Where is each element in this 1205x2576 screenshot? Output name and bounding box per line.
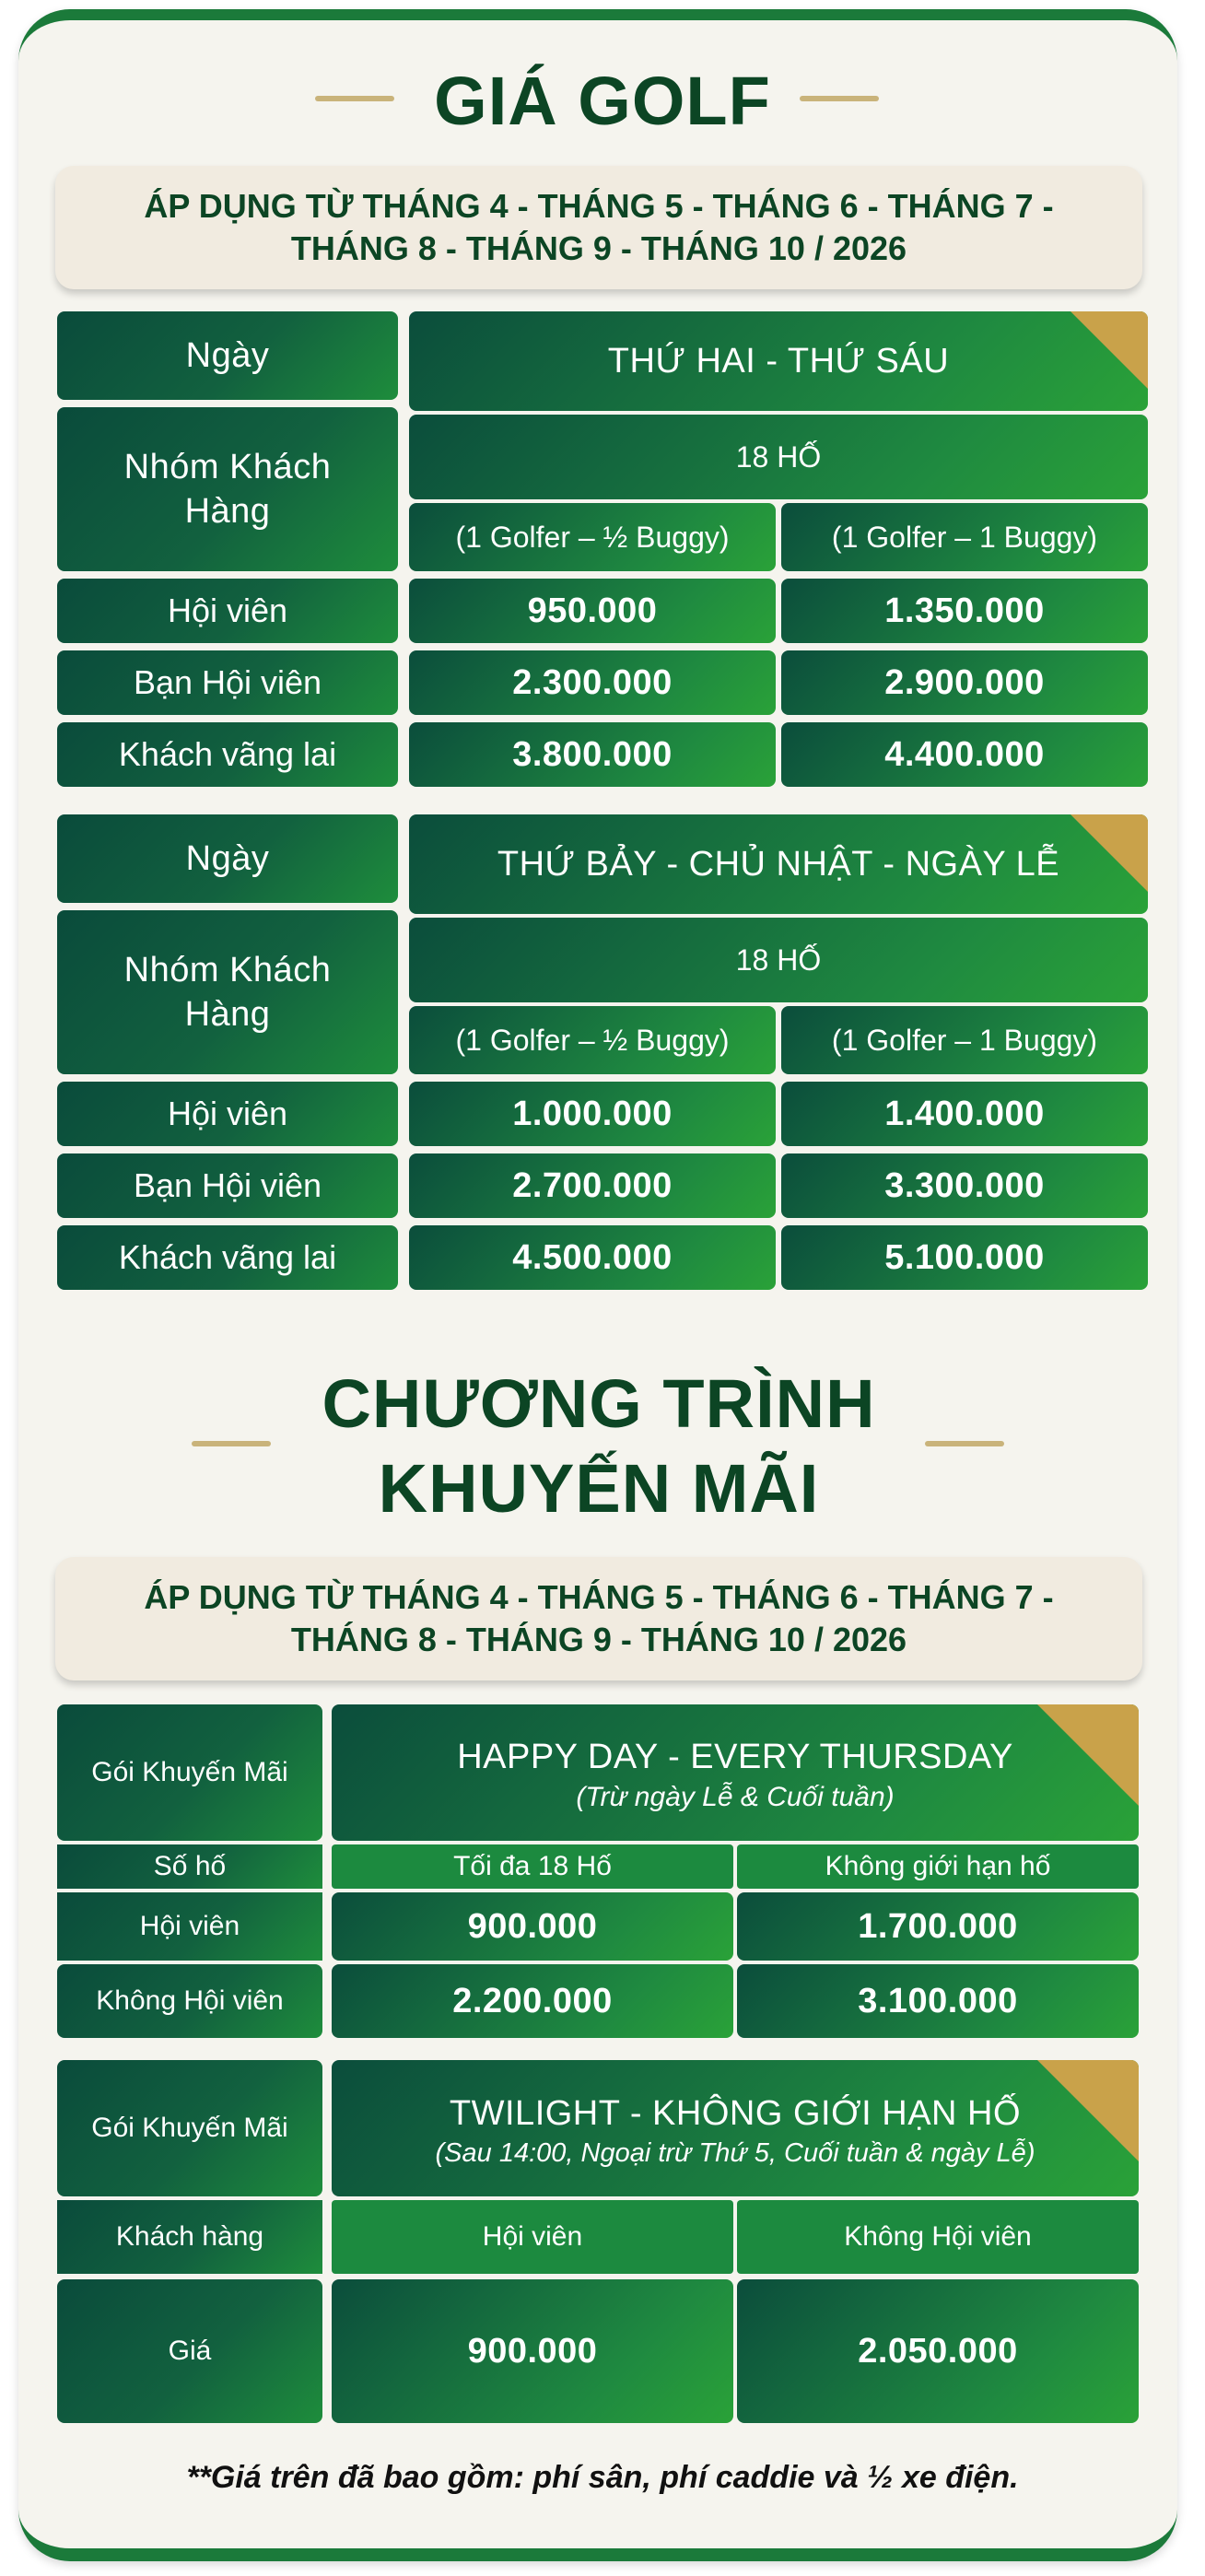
- price-cell: 5.100.000: [781, 1225, 1148, 1290]
- price-cell: 1.000.000: [409, 1082, 776, 1146]
- apply-period-banner: [55, 166, 1142, 289]
- happy-day-header: HAPPY DAY - EVERY THURSDAY (Trừ ngày Lễ & Cuối tuần): [332, 1704, 1139, 1841]
- row-label-member-friend: Bạn Hội viên: [57, 650, 398, 715]
- gold-corner-icon: [1037, 1704, 1139, 1806]
- col-member: Hội viên: [332, 2200, 733, 2274]
- weekend-header: THỨ BẢY - CHỦ NHẬT - NGÀY LỄ: [409, 814, 1148, 914]
- weekday-header: THỨ HAI - THỨ SÁU: [409, 311, 1148, 411]
- col-unlimited: Không giới hạn hố: [737, 1844, 1139, 1889]
- twilight-header: TWILIGHT - KHÔNG GIỚI HẠN HỐ (Sau 14:00, Ngoại trừ Thứ 5, Cuối tuần & ngày Lễ): [332, 2060, 1139, 2196]
- price-cell: 4.400.000: [781, 722, 1148, 787]
- row-label-member: Hội viên: [57, 1892, 322, 1961]
- package-label: Gói Khuyến Mãi: [57, 2060, 322, 2196]
- price-cell: 3.800.000: [409, 722, 776, 787]
- price-cell: 900.000: [332, 1892, 733, 1961]
- col-half-buggy: (1 Golfer – ½ Buggy): [409, 503, 776, 571]
- banner-line-1: ÁP DỤNG TỪ THÁNG 4 - THÁNG 5 - THÁNG 6 - THÁNG 7 -: [144, 187, 1054, 225]
- promo-divider-right: [925, 1441, 1004, 1446]
- price-cell: 2.050.000: [737, 2279, 1139, 2423]
- col-max-18: Tối đa 18 Hố: [332, 1844, 733, 1889]
- price-cell: 900.000: [332, 2279, 733, 2423]
- holes-label: Số hố: [57, 1844, 322, 1889]
- promo-divider-left: [192, 1441, 271, 1446]
- row-label-member: Hội viên: [57, 579, 398, 643]
- footnote: **Giá trên đã bao gồm: phí sân, phí caddie và ½ xe điện.: [186, 2460, 1019, 2495]
- row-label-non-member: Không Hội viên: [57, 1964, 322, 2038]
- promo-title-line-1: CHƯƠNG TRÌNH: [322, 1365, 876, 1442]
- col-non-member: Không Hội viên: [737, 2200, 1139, 2274]
- promo-title: [276, 1362, 921, 1531]
- price-cell: 1.700.000: [737, 1892, 1139, 1961]
- day-label: Ngày: [57, 311, 398, 400]
- price-cell: 1.400.000: [781, 1082, 1148, 1146]
- price-cell: 950.000: [409, 579, 776, 643]
- gold-corner-icon: [1070, 311, 1148, 389]
- banner-line-2: THÁNG 8 - THÁNG 9 - THÁNG 10 / 2026: [290, 1621, 907, 1658]
- row-label-member-friend: Bạn Hội viên: [57, 1153, 398, 1218]
- holes-header: 18 HỐ: [409, 415, 1148, 499]
- banner-line-1: ÁP DỤNG TỪ THÁNG 4 - THÁNG 5 - THÁNG 6 - THÁNG 7 -: [144, 1578, 1054, 1616]
- row-label-visitor: Khách vãng lai: [57, 722, 398, 787]
- col-full-buggy: (1 Golfer – 1 Buggy): [781, 503, 1148, 571]
- price-label: Giá: [57, 2279, 322, 2423]
- customer-group-label: Nhóm Khách Hàng: [57, 407, 398, 571]
- price-cell: 1.350.000: [781, 579, 1148, 643]
- price-cell: 4.500.000: [409, 1225, 776, 1290]
- title-divider-right: [800, 96, 879, 101]
- price-cell: 2.300.000: [409, 650, 776, 715]
- col-half-buggy: (1 Golfer – ½ Buggy): [409, 1006, 776, 1074]
- package-label: Gói Khuyến Mãi: [57, 1704, 322, 1841]
- day-label: Ngày: [57, 814, 398, 903]
- customer-group-label: Nhóm Khách Hàng: [57, 910, 398, 1074]
- promo-title-line-2: KHUYẾN MÃI: [378, 1450, 820, 1527]
- holes-header: 18 HỐ: [409, 918, 1148, 1002]
- price-cell: 2.700.000: [409, 1153, 776, 1218]
- title-divider-left: [315, 96, 394, 101]
- price-cell: 2.900.000: [781, 650, 1148, 715]
- price-cell: 3.300.000: [781, 1153, 1148, 1218]
- price-cell: 2.200.000: [332, 1964, 733, 2038]
- gold-corner-icon: [1037, 2060, 1139, 2161]
- page-title: GIÁ GOLF: [434, 63, 771, 139]
- banner-line-2: THÁNG 8 - THÁNG 9 - THÁNG 10 / 2026: [290, 229, 907, 267]
- promo-apply-period-banner: [55, 1557, 1142, 1680]
- row-label-member: Hội viên: [57, 1082, 398, 1146]
- gold-corner-icon: [1070, 814, 1148, 892]
- customer-label: Khách hàng: [57, 2200, 322, 2274]
- row-label-visitor: Khách vãng lai: [57, 1225, 398, 1290]
- price-cell: 3.100.000: [737, 1964, 1139, 2038]
- col-full-buggy: (1 Golfer – 1 Buggy): [781, 1006, 1148, 1074]
